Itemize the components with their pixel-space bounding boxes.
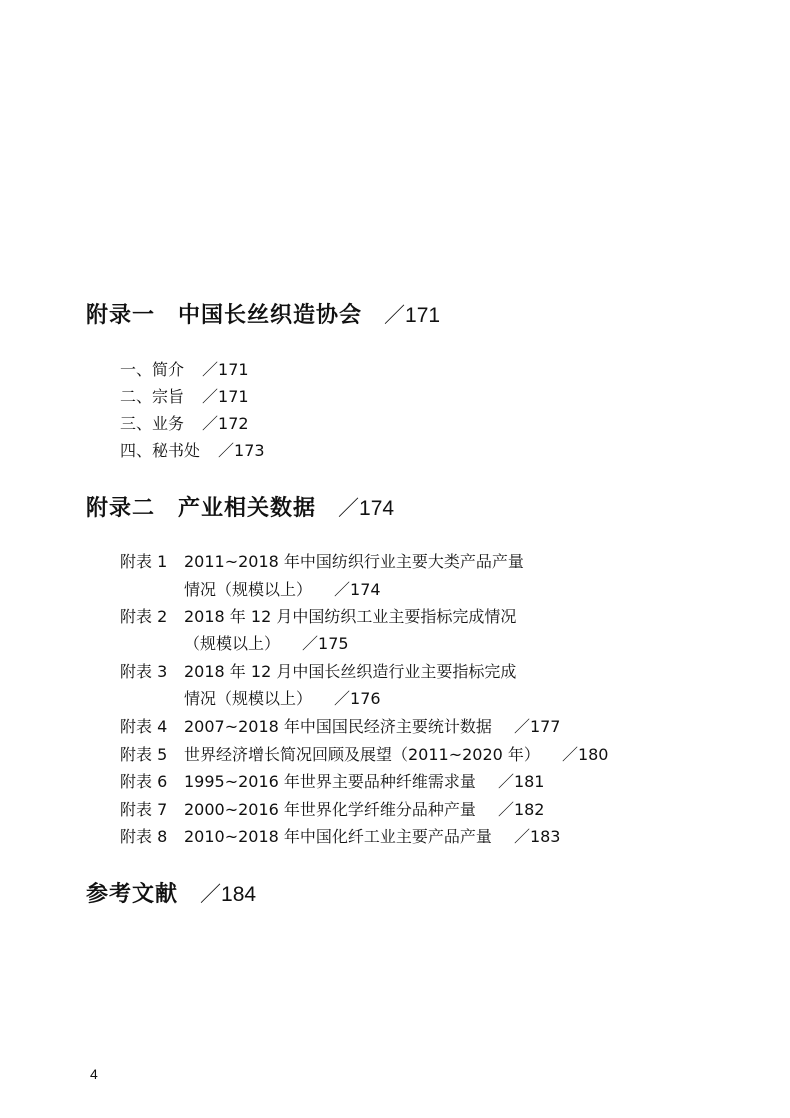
table-entry-title: 1995~2016 年世界主要品种纤维需求量 [184,772,476,791]
table-entry-label: 附表 6 [120,772,168,791]
table-entry-page: ／174 [334,580,381,599]
table-entry-6[interactable] [120,772,544,792]
appendix-2-title: 附录二 产业相关数据 [86,495,317,521]
references-heading[interactable] [86,880,256,909]
table-entry-1[interactable] [120,552,524,572]
toc-entry-page: ／171 [202,387,249,406]
table-entry-page: ／175 [302,634,349,653]
toc-entry-label: 一、简介 [120,360,185,379]
table-entry-3[interactable] [120,662,516,682]
toc-entry-label: 二、宗旨 [120,387,185,406]
table-entry-page: ／181 [497,772,545,791]
toc-entry[interactable] [120,441,265,461]
table-entry-5[interactable] [120,745,608,765]
table-entry-2-continued[interactable] [184,634,349,654]
table-entry-page: ／176 [334,689,381,708]
table-entry-title-cont: 情况（规模以上） [184,580,313,599]
table-entry-8[interactable] [120,827,560,847]
table-entry-label: 附表 3 [120,662,168,681]
table-entry-label: 附表 1 [120,552,168,571]
references-page: ／184 [200,883,257,906]
table-entry-title: 2000~2016 年世界化学纤维分品种产量 [184,800,476,819]
table-entry-label: 附表 2 [120,607,168,626]
table-entry-page: ／183 [513,827,561,846]
table-entry-title: 世界经济增长简况回顾及展望（2011~2020 年） [184,745,540,764]
table-entry-label: 附表 5 [120,745,168,764]
table-entry-1-continued[interactable] [184,580,381,600]
table-entry-page: ／180 [561,745,609,764]
table-entry-label: 附表 7 [120,800,168,819]
appendix-1-page: ／171 [384,304,441,327]
toc-entry-label: 三、业务 [120,414,185,433]
table-entry-page: ／177 [513,717,561,736]
table-entry-title: 2018 年 12 月中国长丝织造行业主要指标完成 [184,662,517,681]
table-entry-title-cont: （规模以上） [184,634,281,653]
table-entry-label: 附表 8 [120,827,168,846]
table-entry-title-cont: 情况（规模以上） [184,689,313,708]
appendix-2-page: ／174 [338,497,395,520]
toc-entry[interactable] [120,414,249,434]
table-entry-3-continued[interactable] [184,689,381,709]
table-entry-title: 2018 年 12 月中国纺织工业主要指标完成情况 [184,607,517,626]
table-entry-title: 2011~2018 年中国纺织行业主要大类产品产量 [184,552,524,571]
appendix-1-heading[interactable] [86,301,440,330]
table-entry-label: 附表 4 [120,717,168,736]
table-entry-title: 2010~2018 年中国化纤工业主要产品产量 [184,827,492,846]
table-entry-2[interactable] [120,607,516,627]
toc-entry-page: ／173 [218,441,265,460]
table-entry-title: 2007~2018 年中国国民经济主要统计数据 [184,717,492,736]
toc-entry-page: ／172 [202,414,249,433]
references-title: 参考文献 [86,881,179,907]
table-entry-page: ／182 [497,800,545,819]
table-entry-7[interactable] [120,800,544,820]
toc-entry[interactable] [120,360,249,380]
toc-entry-label: 四、秘书处 [120,441,201,460]
appendix-2-heading[interactable] [86,494,394,523]
table-entry-4[interactable] [120,717,560,737]
toc-entry[interactable] [120,387,249,407]
page-number: 4 [90,1066,98,1082]
toc-entry-page: ／171 [202,360,249,379]
appendix-1-title: 附录一 中国长丝织造协会 [86,302,363,328]
